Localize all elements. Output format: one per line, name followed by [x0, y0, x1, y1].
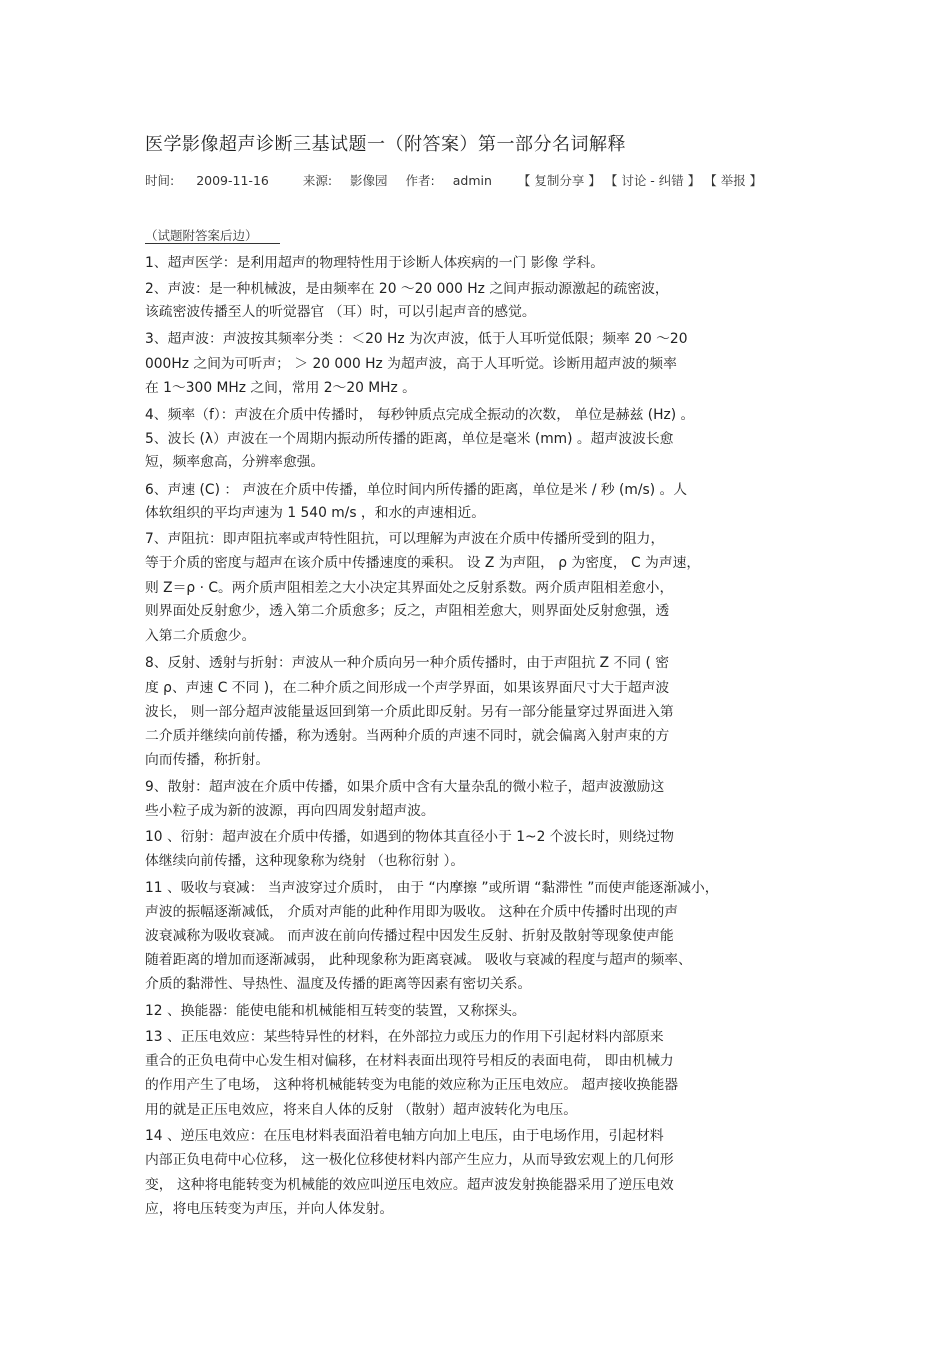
body-line: 的作用产生了电场， 这种将机械能转变为电能的效应称为正压电效应。 超声接收换能器	[145, 1077, 679, 1093]
body-line: 用的就是正压电效应，将来自人体的反射 （散射）超声波转化为电压。	[145, 1102, 578, 1118]
body-line: 1、超声医学：是利用超声的物理特性用于诊断人体疾病的一门 影像 学科。	[145, 255, 605, 271]
source-value: 影像园	[350, 173, 388, 188]
body-line: 随着距离的增加而逐渐减弱， 此种现象称为距离衰减。 吸收与衰减的程度与超声的频率、	[145, 952, 692, 968]
body-line: 5、波长 (λ）声波在一个周期内振动所传播的距离，单位是毫米 (mm) 。超声波波长愈	[145, 431, 674, 447]
body-line: 3、超声波：声波按其频率分类 ：＜20 Hz 为次声波，低于人耳听觉低限；频率 20 ～20	[145, 331, 688, 347]
body-line: 12 、换能器：能使电能和机械能相互转变的装置，又称探头。	[145, 1003, 526, 1019]
time-label: 时间:	[145, 173, 175, 188]
body-line: 体软组织的平均声速为 1 540 m/s ，和水的声速相近。	[145, 505, 486, 521]
body-line: 13 、正压电效应：某些特异性的材料，在外部拉力或压力的作用下引起材料内部原来	[145, 1029, 664, 1045]
time-value: 2009-11-16	[196, 173, 269, 188]
body-line: 2、声波：是一种机械波，是由频率在 20 ～20 000 Hz 之间声振动源激起的疏密波，	[145, 281, 669, 297]
discuss-link[interactable]: 【 讨论 - 纠错 】	[604, 173, 701, 188]
body-line: 波衰减称为吸收衰减。 而声波在前向传播过程中因发生反射、折射及散射等现象使声能	[145, 928, 674, 944]
body-line: 二介质并继续向前传播，称为透射。当两种介质的声速不同时，就会偏离入射声束的方	[145, 728, 670, 744]
body-line: 在 1～300 MHz 之间，常用 2～20 MHz 。	[145, 380, 416, 396]
body-line: 9、散射：超声波在介质中传播，如果介质中含有大量杂乱的微小粒子，超声波激励这	[145, 779, 665, 795]
body-line: 10 、衍射：超声波在介质中传播，如遇到的物体其直径小于 1~2 个波长时，则绕过物	[145, 829, 674, 845]
body-line: 则 Z＝ρ · C。两介质声阻相差之大小决定其界面处之反射系数。两介质声阻相差愈小，	[145, 580, 674, 596]
body-line: 等于介质的密度与超声在该介质中传播速度的乘积。 设 Z 为声阻， ρ 为密度， C 为声速，	[145, 555, 701, 571]
report-link[interactable]: 【 举报 】	[704, 173, 763, 188]
answer-note: （试题附答案后边）	[145, 229, 280, 244]
body-line: 波长， 则一部分超声波能量返回到第一介质此即反射。另有一部分能量穿过界面进入第	[145, 704, 674, 720]
body-line: 向而传播，称折射。	[145, 752, 270, 768]
author-label: 作者:	[405, 173, 435, 188]
body-line: 14 、逆压电效应：在压电材料表面沿着电轴方向加上电压，由于电场作用，引起材料	[145, 1128, 664, 1144]
body-line: 8、反射、透射与折射：声波从一种介质向另一种介质传播时，由于声阻抗 Z 不同 ( 密	[145, 655, 670, 671]
body-line: 内部正负电荷中心位移， 这一极化位移使材料内部产生应力，从而导致宏观上的几何形	[145, 1152, 674, 1168]
body-line: 变， 这种将电能转变为机械能的效应叫逆压电效应。超声波发射换能器采用了逆压电效	[145, 1177, 674, 1193]
body-line: 该疏密波传播至人的听觉器官 （耳）时，可以引起声音的感觉。	[145, 304, 536, 320]
body-line: 11 、吸收与衰减： 当声波穿过介质时， 由于 “内摩擦 ”或所谓 “黏滞性 ”而使声能逐渐减小，	[145, 880, 719, 896]
body-line: 体继续向前传播，这种现象称为绕射 （也称衍射 ）。	[145, 853, 465, 869]
body-line: 些小粒子成为新的波源，再向四周发射超声波。	[145, 803, 435, 819]
article-meta	[145, 171, 762, 189]
body-line: 7、声阻抗：即声阻抗率或声特性阻抗，可以理解为声波在介质中传播所受到的阻力，	[145, 531, 665, 547]
body-line: 000Hz 之间为可听声； ＞ 20 000 Hz 为超声波，高于人耳听觉。诊断用超声波的频率	[145, 356, 677, 372]
author-value: admin	[452, 173, 492, 188]
body-line: 则界面处反射愈少，透入第二介质愈多；反之，声阻相差愈大，则界面处反射愈强，透	[145, 603, 670, 619]
body-line: 应，将电压转变为声压，并向人体发射。	[145, 1201, 394, 1217]
body-line: 短，频率愈高，分辨率愈强。	[145, 454, 325, 470]
body-line: 4、频率（f）：声波在介质中传播时， 每秒钟质点完成全振动的次数， 单位是赫兹 (Hz) 。	[145, 407, 695, 423]
body-line: 介质的黏滞性、导热性、温度及传播的距离等因素有密切关系。	[145, 976, 532, 992]
body-line: 度 ρ、声速 C 不同 )，在二种介质之间形成一个声学界面，如果该界面尺寸大于超声波	[145, 680, 670, 696]
body-line: 6、声速 (C) ： 声波在介质中传播，单位时间内所传播的距离，单位是米 / 秒 (m/s) 。人	[145, 482, 688, 498]
body-line: 声波的振幅逐渐减低， 介质对声能的此种作用即为吸收。 这种在介质中传播时出现的声	[145, 904, 679, 920]
page-title: 医学影像超声诊断三基试题一（附答案）第一部分名词解释	[145, 134, 626, 155]
source-label: 来源:	[302, 173, 333, 188]
body-line: 重合的正负电荷中心发生相对偏移，在材料表面出现符号相反的表面电荷， 即由机械力	[145, 1053, 674, 1069]
share-link[interactable]: 【 复制分享 】	[517, 173, 601, 188]
body-line: 入第二介质愈少。	[145, 628, 256, 644]
